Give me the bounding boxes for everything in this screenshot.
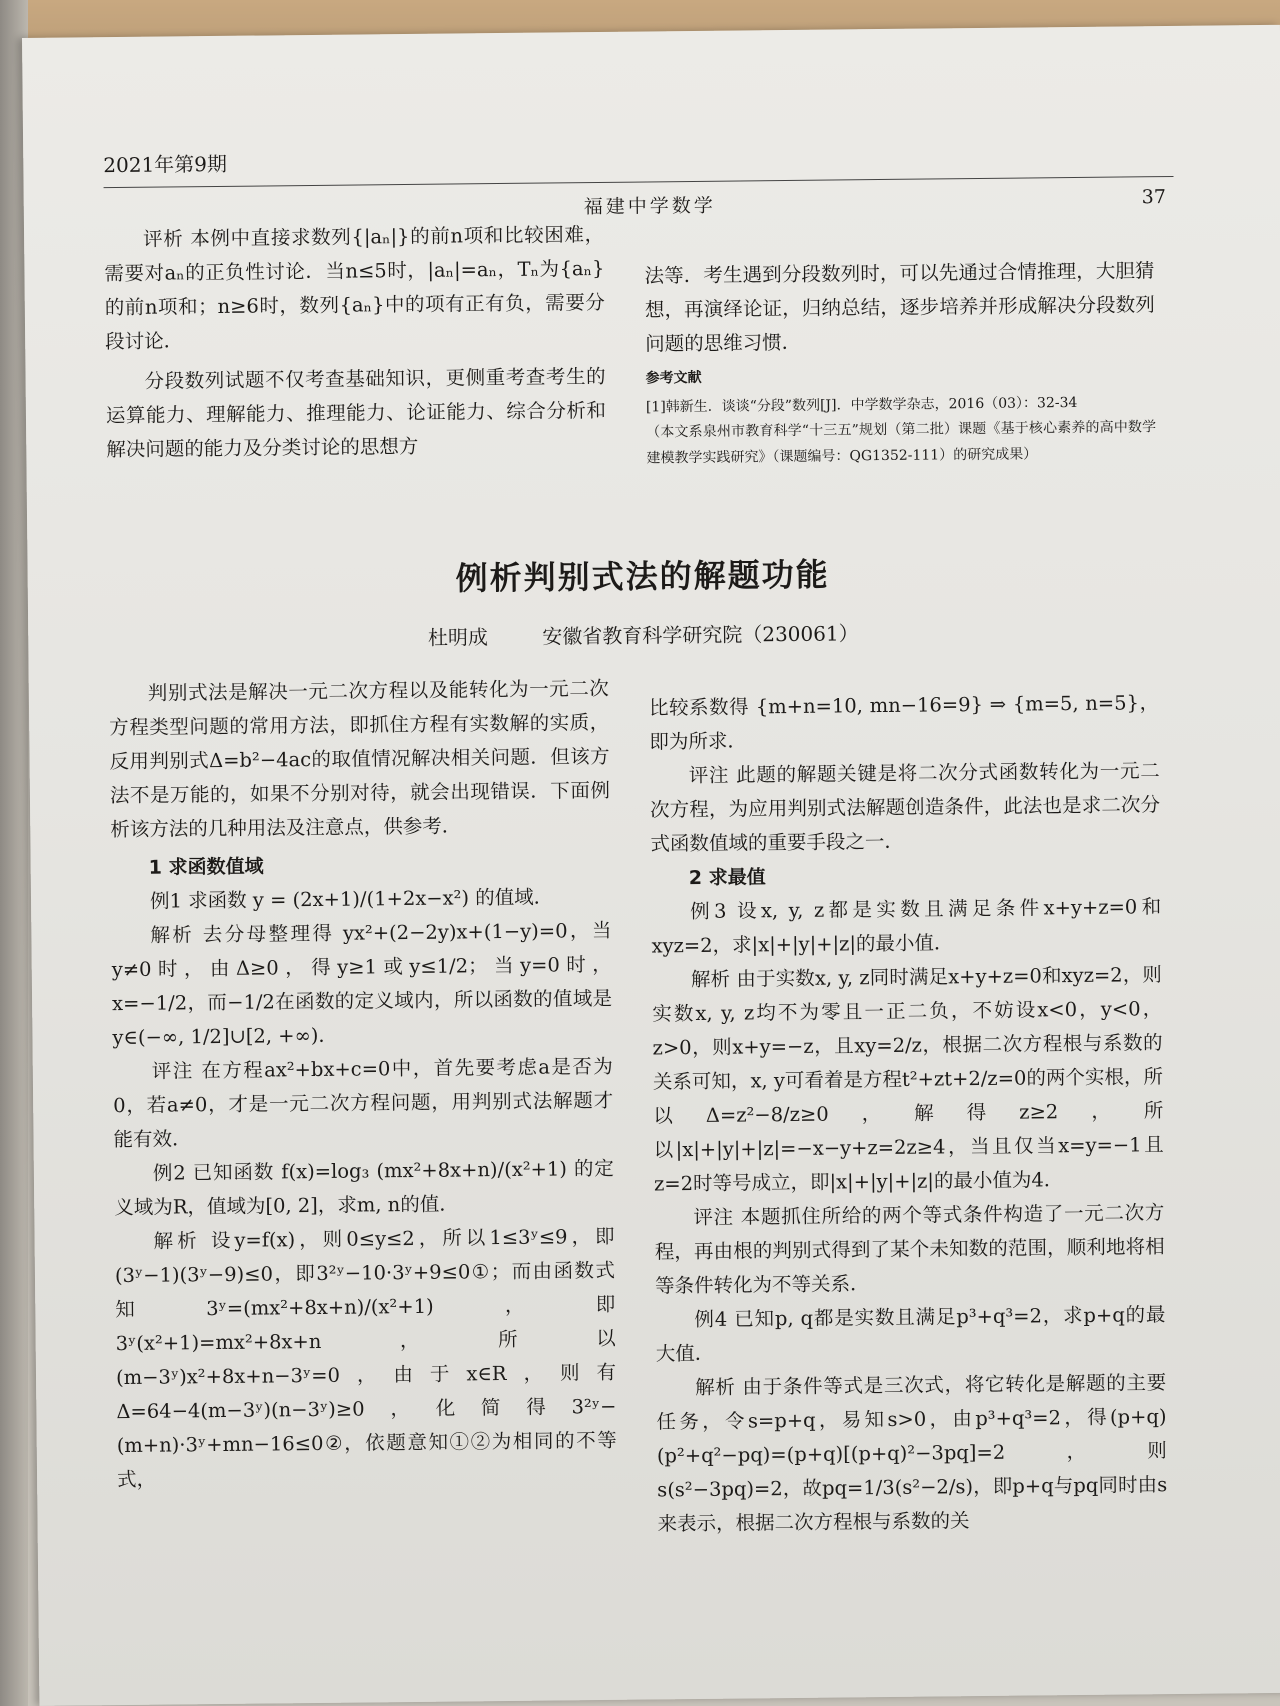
section-heading-1: 1 求函数值域	[148, 855, 264, 879]
example-4-solution: 解析 由于条件等式是三次式，将它转化是解题的主要任务，令s=p+q，易知s>0，由p³+q³=2，得(p+q)(p²+q²−pq)=(p+q)[(p+q)²−3pq]=2，则s(s²−3pq)=2，故pq=1/3(s²−2/s)，即p+q与pq同时由s来表示，根据二次方程根与系数的关	[656, 1371, 1168, 1536]
example-3-solution: 解析 由于实数x, y, z同时满足x+y+z=0和xyz=2，则实数x, y, z均不为零且一正二负，不妨设x<0，y<0，z>0，则x+y=−z，且xy=2/z，根据二次方程根与系数的关系可知，x, y可看着是方程t²+zt+2/z=0的两个实根，所以Δ=z²−8/z≥0，解得z≥2，所以|x|+|y|+|z|=−x−y+z=2z≥4，当且仅当x=y=−1且z=2时等号成立，即|x|+|y|+|z|的最小值为4．	[652, 963, 1164, 1196]
example-1-solution: 解析 去分母整理得 yx²+(2−2y)x+(1−y)=0，当y≠0时，由Δ≥0，得y≥1或y≤1/2；当y=0时，x=−1/2，而−1/2在函数的定义域内，所以函数的值域是 y∈(−∞, 1/2]∪[2, +∞)．	[111, 918, 613, 1050]
references-heading: 参考文献	[645, 369, 702, 387]
example-4: 例4 已知p, q都是实数且满足p³+q³=2，求p+q的最大值．	[655, 1303, 1166, 1366]
example-3: 例3 设x, y, z都是实数且满足条件x+y+z=0和xyz=2，求|x|+|y|+|z|的最小值．	[651, 895, 1162, 958]
analysis-paragraph: 评析 本例中直接求数列{|aₙ|}的前n项和比较困难，需要对aₙ的正负性讨论．当n≤5时，|aₙ|=aₙ，Tₙ为{aₙ}的前n项和；n≥6时，数列{aₙ}中的项有正有负，需要分段讨论．	[104, 222, 605, 354]
main-left-column	[109, 672, 618, 1497]
main-right-column	[649, 686, 1168, 1541]
journal-page	[22, 25, 1280, 1706]
journal-name: 福建中学数学	[583, 194, 716, 219]
author-line	[108, 614, 1178, 654]
issue-label: 2021年第9期	[103, 151, 228, 178]
funding-note: （本文系泉州市教育科学“十三五”规划（第二批）课题《基于核心素养的高中数学建模教学实践研究》（课题编号：QG1352-111）的研究成果）	[646, 419, 1157, 467]
author-name: 杜明成	[427, 625, 489, 650]
summary-paragraph: 分段数列试题不仅考查基础知识，更侧重考查考生的运算能力、理解能力、推理能力、论证能力、综合分析和解决问题的能力及分类讨论的思想方	[105, 364, 607, 462]
page-number: 37	[1141, 186, 1167, 209]
article-title: 例析判别式法的解题功能	[455, 555, 830, 598]
example-1-note: 评注 在方程ax²+bx+c=0中，首先要考虑a是否为0，若a≠0，才是一元二次方程问题，用判别式法解题才能有效．	[113, 1054, 614, 1152]
example-2: 例2 已知函数 f(x)=log₃ (mx²+8x+n)/(x²+1) 的定义域为R，值域为[0, 2]，求m, n的值．	[114, 1156, 614, 1220]
intro-paragraph: 判别式法是解决一元二次方程以及能转化为一元二次方程类型问题的常用方法，即抓住方程有实数解的实质，反用判别式Δ=b²−4ac的取值情况解决相关问题．但该方法不是万能的，如果不分别对待，就会出现错误．下面例析该方法的几种用法及注意点，供参考．	[109, 676, 611, 842]
example-3-note: 评注 本题抓住所给的两个等式条件构造了一元二次方程，再由根的判别式得到了某个未知数的范围，顺利地将相等条件转化为不等关系．	[654, 1201, 1165, 1298]
header-rule	[104, 176, 1174, 188]
author-affiliation: 安徽省教育科学研究院（230061）	[542, 621, 859, 649]
example-2-solution: 解析 设y=f(x)，则0≤y≤2，所以1≤3ʸ≤9，即(3ʸ−1)(3ʸ−9)≤0，即3²ʸ−10·3ʸ+9≤0①；而由函数式知3ʸ=(mx²+8x+n)/(x²+1)，即3ʸ(x²+1)=mx²+8x+n，所以(m−3ʸ)x²+8x+n−3ʸ=0，由于x∈R，则有Δ=64−4(m−3ʸ)(n−3ʸ)≥0，化简得3²ʸ−(m+n)·3ʸ+mn−16≤0②，依题意知①②为相同的不等式，	[114, 1224, 617, 1492]
conclusion-paragraph: 法等．考生遇到分段数列时，可以先通过合情推理，大胆猜想，再演绎论证，归纳总结，逐步培养并形成解决分段数列问题的思维习惯．	[644, 259, 1155, 356]
reference-item: [1]韩新生．谈谈“分段”数列[J]．中学数学杂志，2016（03）：32-34	[645, 394, 1078, 416]
example-1: 例1 求函数 y = (2x+1)/(1+2x−x²) 的值域．	[149, 885, 554, 913]
example-2-note: 评注 此题的解题关键是将二次分式函数转化为一元二次方程，为应用判别式法解题创造条件，此法也是求二次分式函数值域的重要手段之一．	[649, 759, 1161, 856]
example-2-continued: 比较系数得 {m+n=10, mn−16=9} ⇒ {m=5, n=5}，即为所求．	[648, 691, 1160, 754]
top-left-column	[104, 218, 607, 467]
section-heading-2: 2 求最值	[688, 866, 766, 890]
top-right-column	[644, 254, 1156, 471]
